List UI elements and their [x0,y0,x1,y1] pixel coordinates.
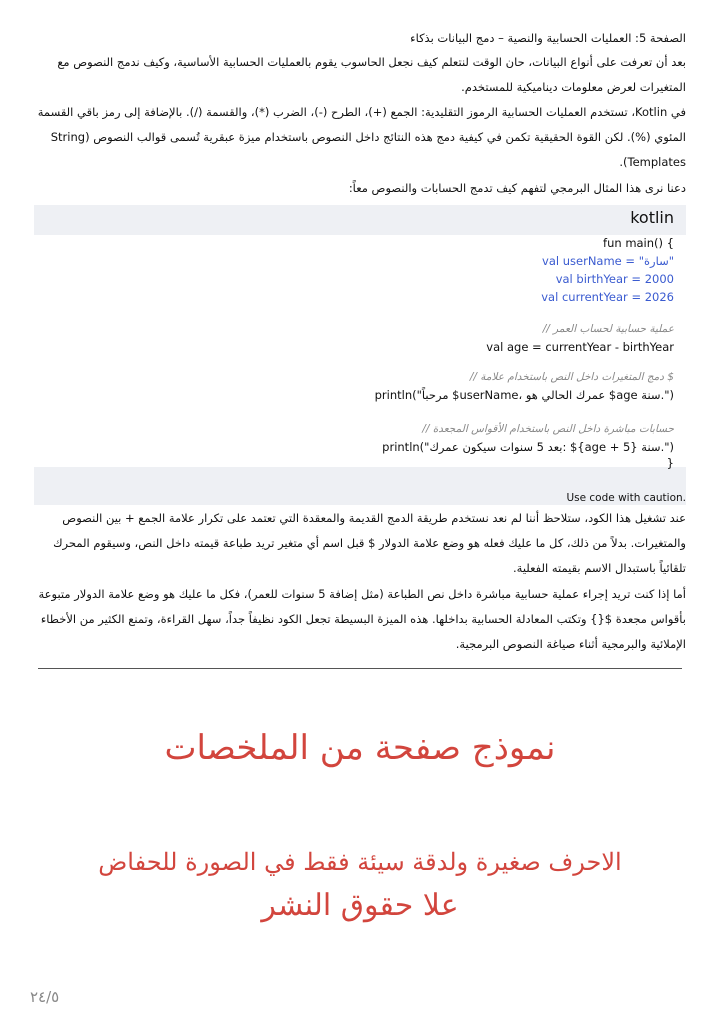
code-line: fun main() { [603,236,674,250]
watermark-title: نموذج صفحة من الملخصات [164,728,556,768]
watermark-note: الاحرف صغيرة ولدقة سيئة فقط في الصورة للحفاض [98,848,622,876]
code-header-band [34,205,686,235]
page-title: الصفحة 5: العمليات الحسابية والنصية – دمج البيانات بذكاء [410,31,686,45]
intro-paragraph-2: في Kotlin، تستخدم العمليات الحسابية الرموز التقليدية: الجمع (+)، الطرح (-)، الضرب (*)، والقسمة (/). بالإضافة إلى رمز باقي القسمة المئوي (%). لكن القوة الحقيقية تكمن في كيفية دمج هذه النتائج داخل النصوص باستخدام ميزة عبقرية تُسمى قوالب النصوص (String Templates). [37,105,686,169]
code-comment: // حسابات مباشرة داخل النص باستخدام الأقواس المجعدة [422,423,674,435]
code-language-label: kotlin [630,208,674,227]
code-line: println("بعد 5 سنوات سيكون عمرك: ${age + 5} سنة.") [382,440,674,454]
code-comment: // عملية حسابية لحساب العمر [542,323,674,335]
code-line: } [666,456,674,470]
code-caution-note: Use code with caution. [566,492,686,504]
code-line: val currentYear = 2026 [541,290,674,304]
divider [38,668,682,669]
code-comment: // دمج المتغيرات داخل النص باستخدام علامة $ [469,371,674,383]
explanation-paragraph-1: عند تشغيل هذا الكود، ستلاحظ أننا لم نعد نستخدم طريقة الدمج القديمة والمعقدة التي تعتمد على تكرار علامة الجمع + بين النصوص والمتغيرات. بدلاً من ذلك، كل ما عليك فعله هو وضع علامة الدولار $ قبل اسم أي متغير تريد طباعة قيمته داخل النص، وسيقوم المحرك تلقائياً باستبدال الاسم بقيمته الفعلية. [53,511,686,575]
code-block [34,205,686,505]
watermark-copyright: علا حقوق النشر [261,888,459,923]
code-line: println("مرحباً $userName، عمرك الحالي هو $age سنة.") [374,388,674,402]
intro-paragraph-1: بعد أن تعرفت على أنواع البيانات، حان الوقت لنتعلم كيف نجعل الحاسوب يقوم بالعمليات الحسابية الأساسية، وكيف ندمج النصوص مع المتغيرات لعرض معلومات ديناميكية للمستخدم. [57,55,686,94]
intro-paragraph-3: دعنا نرى هذا المثال البرمجي لتفهم كيف تدمج الحسابات والنصوص معاً: [348,181,686,195]
code-line: val birthYear = 2000 [555,272,674,286]
explanation-paragraph-2: أما إذا كنت تريد إجراء عملية حسابية مباشرة داخل نص الطباعة (مثل إضافة 5 سنوات للعمر)، فكل ما عليك هو وضع علامة الدولار متبوعة بأقواس مجعدة ${} وتكتب المعادلة الحسابية بداخلها. هذه الميزة البسيطة تجعل الكود نظيفاً جداً، سهل القراءة، وتمنع الكثير من الأخطاء الإملائية والبرمجية أثناء صياغة النصوص البرمجية. [38,587,686,651]
page-number: ٢٤/٥ [30,988,60,1006]
code-line: val age = currentYear - birthYear [486,340,674,354]
code-line: val userName = "سارة" [542,254,674,268]
